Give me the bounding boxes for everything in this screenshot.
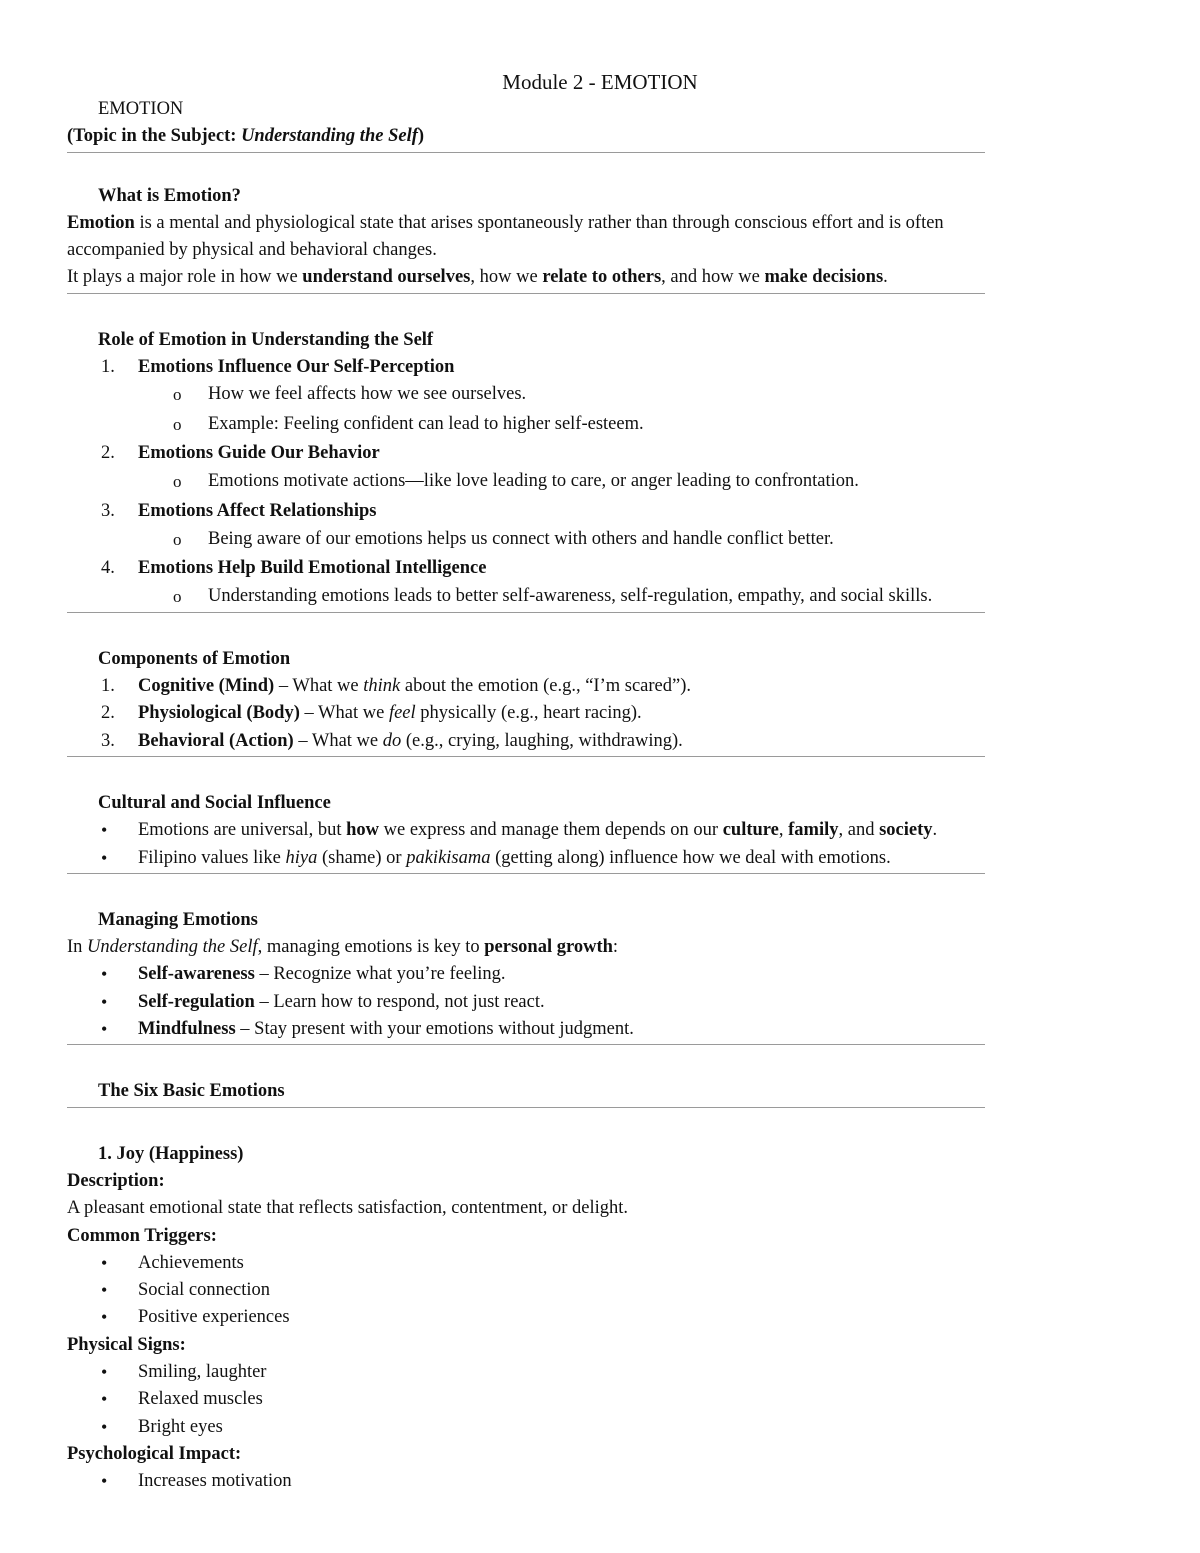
managing-list <box>67 961 1067 1043</box>
components-list <box>67 673 1067 755</box>
section-heading-role: Role of Emotion in Understanding the Self <box>98 329 434 350</box>
bullet-item: • Self-awareness – Recognize what you’re feeling. <box>101 964 506 985</box>
role-statement: It plays a major role in how we understand ourselves, how we relate to others, and how we make decisions. <box>67 267 888 288</box>
role-list <box>67 354 1067 611</box>
bullet-item: • Filipino values like hiya (shame) or pakikisama (getting along) influence how we deal with emotions. <box>101 847 891 868</box>
doc-heading: EMOTION <box>98 99 184 119</box>
joy-heading: 1. Joy (Happiness) <box>98 1143 244 1164</box>
divider <box>67 152 985 153</box>
list-item: 1. Emotions Influence Our Self-Perception <box>101 357 455 378</box>
sub-item: o Understanding emotions leads to better self-awareness, self-regulation, empathy, and social skills. <box>173 586 933 607</box>
list-item: 3. Behavioral (Action) – What we do (e.g., crying, laughing, withdrawing). <box>101 730 683 751</box>
cultural-list <box>67 817 1067 872</box>
list-item: 2. Physiological (Body) – What we feel physically (e.g., heart racing). <box>101 703 642 724</box>
joy-signs-label: Physical Signs: <box>67 1334 186 1355</box>
definition-line-2: accompanied by physical and behavioral changes. <box>67 240 437 261</box>
divider <box>67 873 985 874</box>
joy-description-text: A pleasant emotional state that reflects satisfaction, contentment, or delight. <box>67 1198 628 1219</box>
list-item: 2. Emotions Guide Our Behavior <box>101 442 380 463</box>
bullet-item: • Mindfulness – Stay present with your emotions without judgment. <box>101 1019 634 1040</box>
list-item: 1. Cognitive (Mind) – What we think about the emotion (e.g., “I’m scared”). <box>101 676 691 697</box>
bullet-item: • Self-regulation – Learn how to respond, not just react. <box>101 991 545 1012</box>
bullet-item: • Emotions are universal, but how we express and manage them depends on our culture, family, and society. <box>101 820 938 841</box>
divider <box>67 1107 985 1108</box>
sub-item: o Emotions motivate actions—like love leading to care, or anger leading to confrontation. <box>173 471 859 492</box>
section-heading-what: What is Emotion? <box>98 185 241 206</box>
list-item: 3. Emotions Affect Relationships <box>101 500 377 521</box>
bullet-item: • Increases motivation <box>101 1471 292 1492</box>
bullet-item: • Smiling, laughter <box>101 1361 267 1382</box>
document-body <box>67 96 1067 1495</box>
divider <box>67 756 985 757</box>
section-heading-managing: Managing Emotions <box>98 909 258 930</box>
section-heading-six: The Six Basic Emotions <box>98 1081 285 1102</box>
bullet-item: • Social connection <box>101 1280 271 1301</box>
joy-description-label: Description: <box>67 1170 165 1191</box>
page-title: Module 2 - EMOTION <box>502 70 698 94</box>
section-heading-cultural: Cultural and Social Influence <box>98 792 331 813</box>
managing-intro: In Understanding the Self, managing emotions is key to personal growth: <box>67 937 619 958</box>
bullet-item: • Bright eyes <box>101 1416 223 1437</box>
list-item: 4. Emotions Help Build Emotional Intelligence <box>101 558 487 579</box>
sub-item: o How we feel affects how we see ourselves. <box>173 384 527 405</box>
sub-item: o Example: Feeling confident can lead to higher self-esteem. <box>173 413 644 434</box>
divider <box>67 612 985 613</box>
joy-triggers-label: Common Triggers: <box>67 1225 217 1246</box>
joy-triggers-list <box>67 1250 1067 1332</box>
bullet-item: • Relaxed muscles <box>101 1389 263 1410</box>
definition-line-1: Emotion is a mental and physiological state that arises spontaneously rather than through conscious effort and is often <box>67 212 944 233</box>
subject-line: (Topic in the Subject: Understanding the Self) <box>67 126 425 147</box>
joy-impact-list <box>67 1468 1067 1495</box>
sub-item: o Being aware of our emotions helps us connect with others and handle conflict better. <box>173 528 834 549</box>
section-heading-components: Components of Emotion <box>98 648 291 669</box>
divider <box>67 293 985 294</box>
bullet-item: • Positive experiences <box>101 1307 290 1328</box>
divider <box>67 1044 985 1045</box>
joy-signs-list <box>67 1359 1067 1441</box>
bullet-item: • Achievements <box>101 1252 244 1273</box>
joy-impact-label: Psychological Impact: <box>67 1443 242 1464</box>
